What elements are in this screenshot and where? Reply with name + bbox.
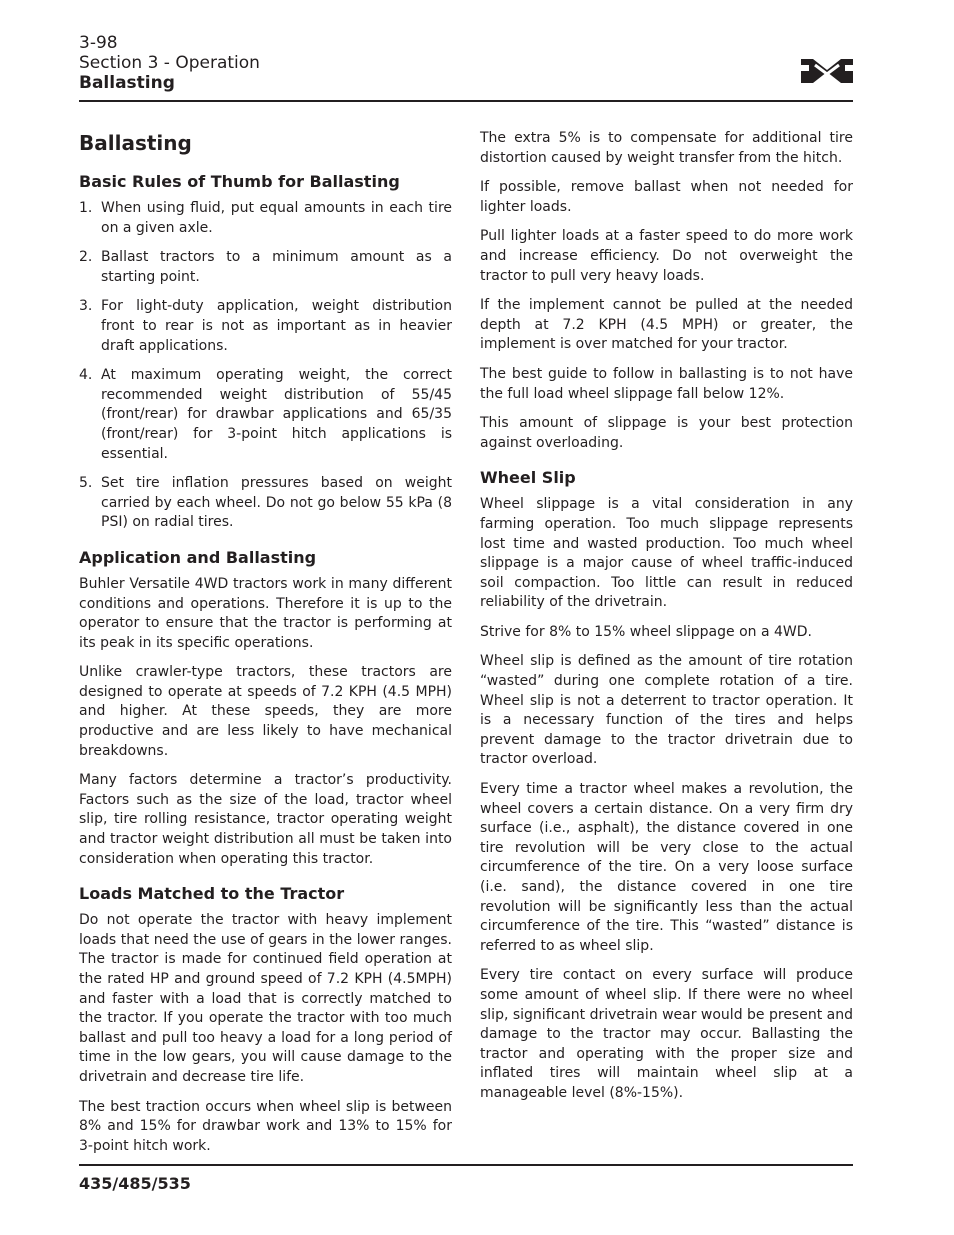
paragraph: If the implement cannot be pulled at the needed depth at 7.2 KPH (4.5 MPH) or greater, the implement is over matched for your tractor. [480, 297, 853, 353]
paragraph: Strive for 8% to 15% wheel slippage on a 4WD. [480, 623, 812, 640]
list-item: 5. Set tire inflation pressures based on weight carried by each wheel. Do not go below 55 kPa (8 PSI) on radial tires. [79, 475, 452, 531]
paragraph: Buhler Versatile 4WD tractors work in many different conditions and operations. Therefore it is up to the operator to ensure that the tractor is performing at its peak in its specific operations. [79, 575, 452, 651]
section-title: Section 3 - Operation [79, 53, 260, 73]
footer-model: 435/485/535 [79, 1174, 191, 1193]
header-rule [79, 100, 853, 102]
list-item: 2. Ballast tractors to a minimum amount as a starting point. [79, 249, 452, 285]
paragraph: The best traction occurs when wheel slip is between 8% and 15% for drawbar work and 13% to 15% for 3-point hitch work. [79, 1098, 452, 1154]
right-column [480, 129, 853, 1114]
left-column [79, 129, 452, 1166]
subsection-title: Ballasting [79, 73, 175, 93]
footer-rule [79, 1164, 853, 1166]
list-item: 1. When using fluid, put equal amounts in each tire on a given axle. [79, 200, 452, 236]
heading-basic-rules: Basic Rules of Thumb for Ballasting [79, 172, 400, 191]
page-number: 3-98 [79, 33, 118, 53]
page-header [79, 33, 853, 101]
paragraph: Pull lighter loads at a faster speed to do more work and increase efficiency. Do not overweight the tractor to pull very heavy loads. [480, 228, 853, 284]
heading-application: Application and Ballasting [79, 547, 317, 567]
paragraph: The extra 5% is to compensate for additional tire distortion caused by weight transfer from the hitch. [480, 130, 853, 166]
paragraph: The best guide to follow in ballasting is to not have the full load wheel slippage fall below 12%. [480, 365, 853, 402]
heading-wheel-slip: Wheel Slip [480, 468, 576, 488]
paragraph: Wheel slippage is a vital consideration in any farming operation. Too much slippage represents lost time and wasted production. Too much wheel slippage is a major cause of wheel traffic-induced soil compaction. Too little can result in reduced reliability of the drivetrain. [480, 496, 853, 611]
list-item: 3. For light-duty application, weight distribution front to rear is not as important as in heavier draft applications. [79, 298, 452, 354]
paragraph: Many factors determine a tractor’s productivity. Factors such as the size of the load, tractor wheel slip, tire rolling resistance, tractor operating weight and tractor weight distribution all must be taken into consideration when operating this tractor. [79, 772, 452, 867]
paragraph: Do not operate the tractor with heavy implement loads that need the use of gears in the lower ranges. The tractor is made for continued field operation at the rated HP and ground speed of 7.2 KPH (4.5MPH) and faster with a load that is correctly matched to the tractor. If you operate the tractor with too much ballast and pull too heavy a load for a long period of time in the low gears, you will cause damage to the drivetrain and decrease tire life. [79, 912, 452, 1085]
paragraph: This amount of slippage is your best protection against overloading. [480, 415, 853, 451]
page-title: Ballasting [79, 131, 192, 155]
paragraph: Every tire contact on every surface will produce some amount of wheel slip. If there were no wheel slip, significant drivetrain wear would be present and damage to the tractor may occur. Ballasting the tractor and operating with the proper size and inflated tires will maintain wheel slip at a manageable level (8%-15%). [480, 967, 853, 1101]
basic-rules-list [79, 199, 452, 533]
paragraph: Unlike crawler-type tractors, these tractors are designed to operate at speeds of 7.2 KPH (4.5 MPH) and higher. At these speeds, they are more productive and are less likely to have mechanical breakdowns. [79, 664, 452, 759]
versatile-logo-icon [801, 56, 853, 86]
paragraph: If possible, remove ballast when not needed for lighter loads. [480, 179, 853, 215]
paragraph: Wheel slip is defined as the amount of tire rotation “wasted” during one complete rotation of a tire. Wheel slip is not a deterrent to tractor operation. It is a necessary function of the tires and helps prevent damage to the tractor drivetrain due to tractor overload. [480, 653, 853, 768]
paragraph: Every time a tractor wheel makes a revolution, the wheel covers a certain distance. On a very firm dry surface (i.e., asphalt), the distance covered in one tire revolution will be very close to the actual circumference of the tire. On a very loose surface (i.e. sand), the distance covered in one tire revolution will be significantly less than the actual circumference of the tire. This “wasted” distance is referred to as wheel slip. [480, 781, 853, 954]
list-item: 4. At maximum operating weight, the correct recommended weight distribution of 55/45 (front/rear) for drawbar applications and 65/35 (front/rear) for 3-point hitch applications is essential. [79, 367, 452, 462]
heading-loads: Loads Matched to the Tractor [79, 884, 345, 904]
